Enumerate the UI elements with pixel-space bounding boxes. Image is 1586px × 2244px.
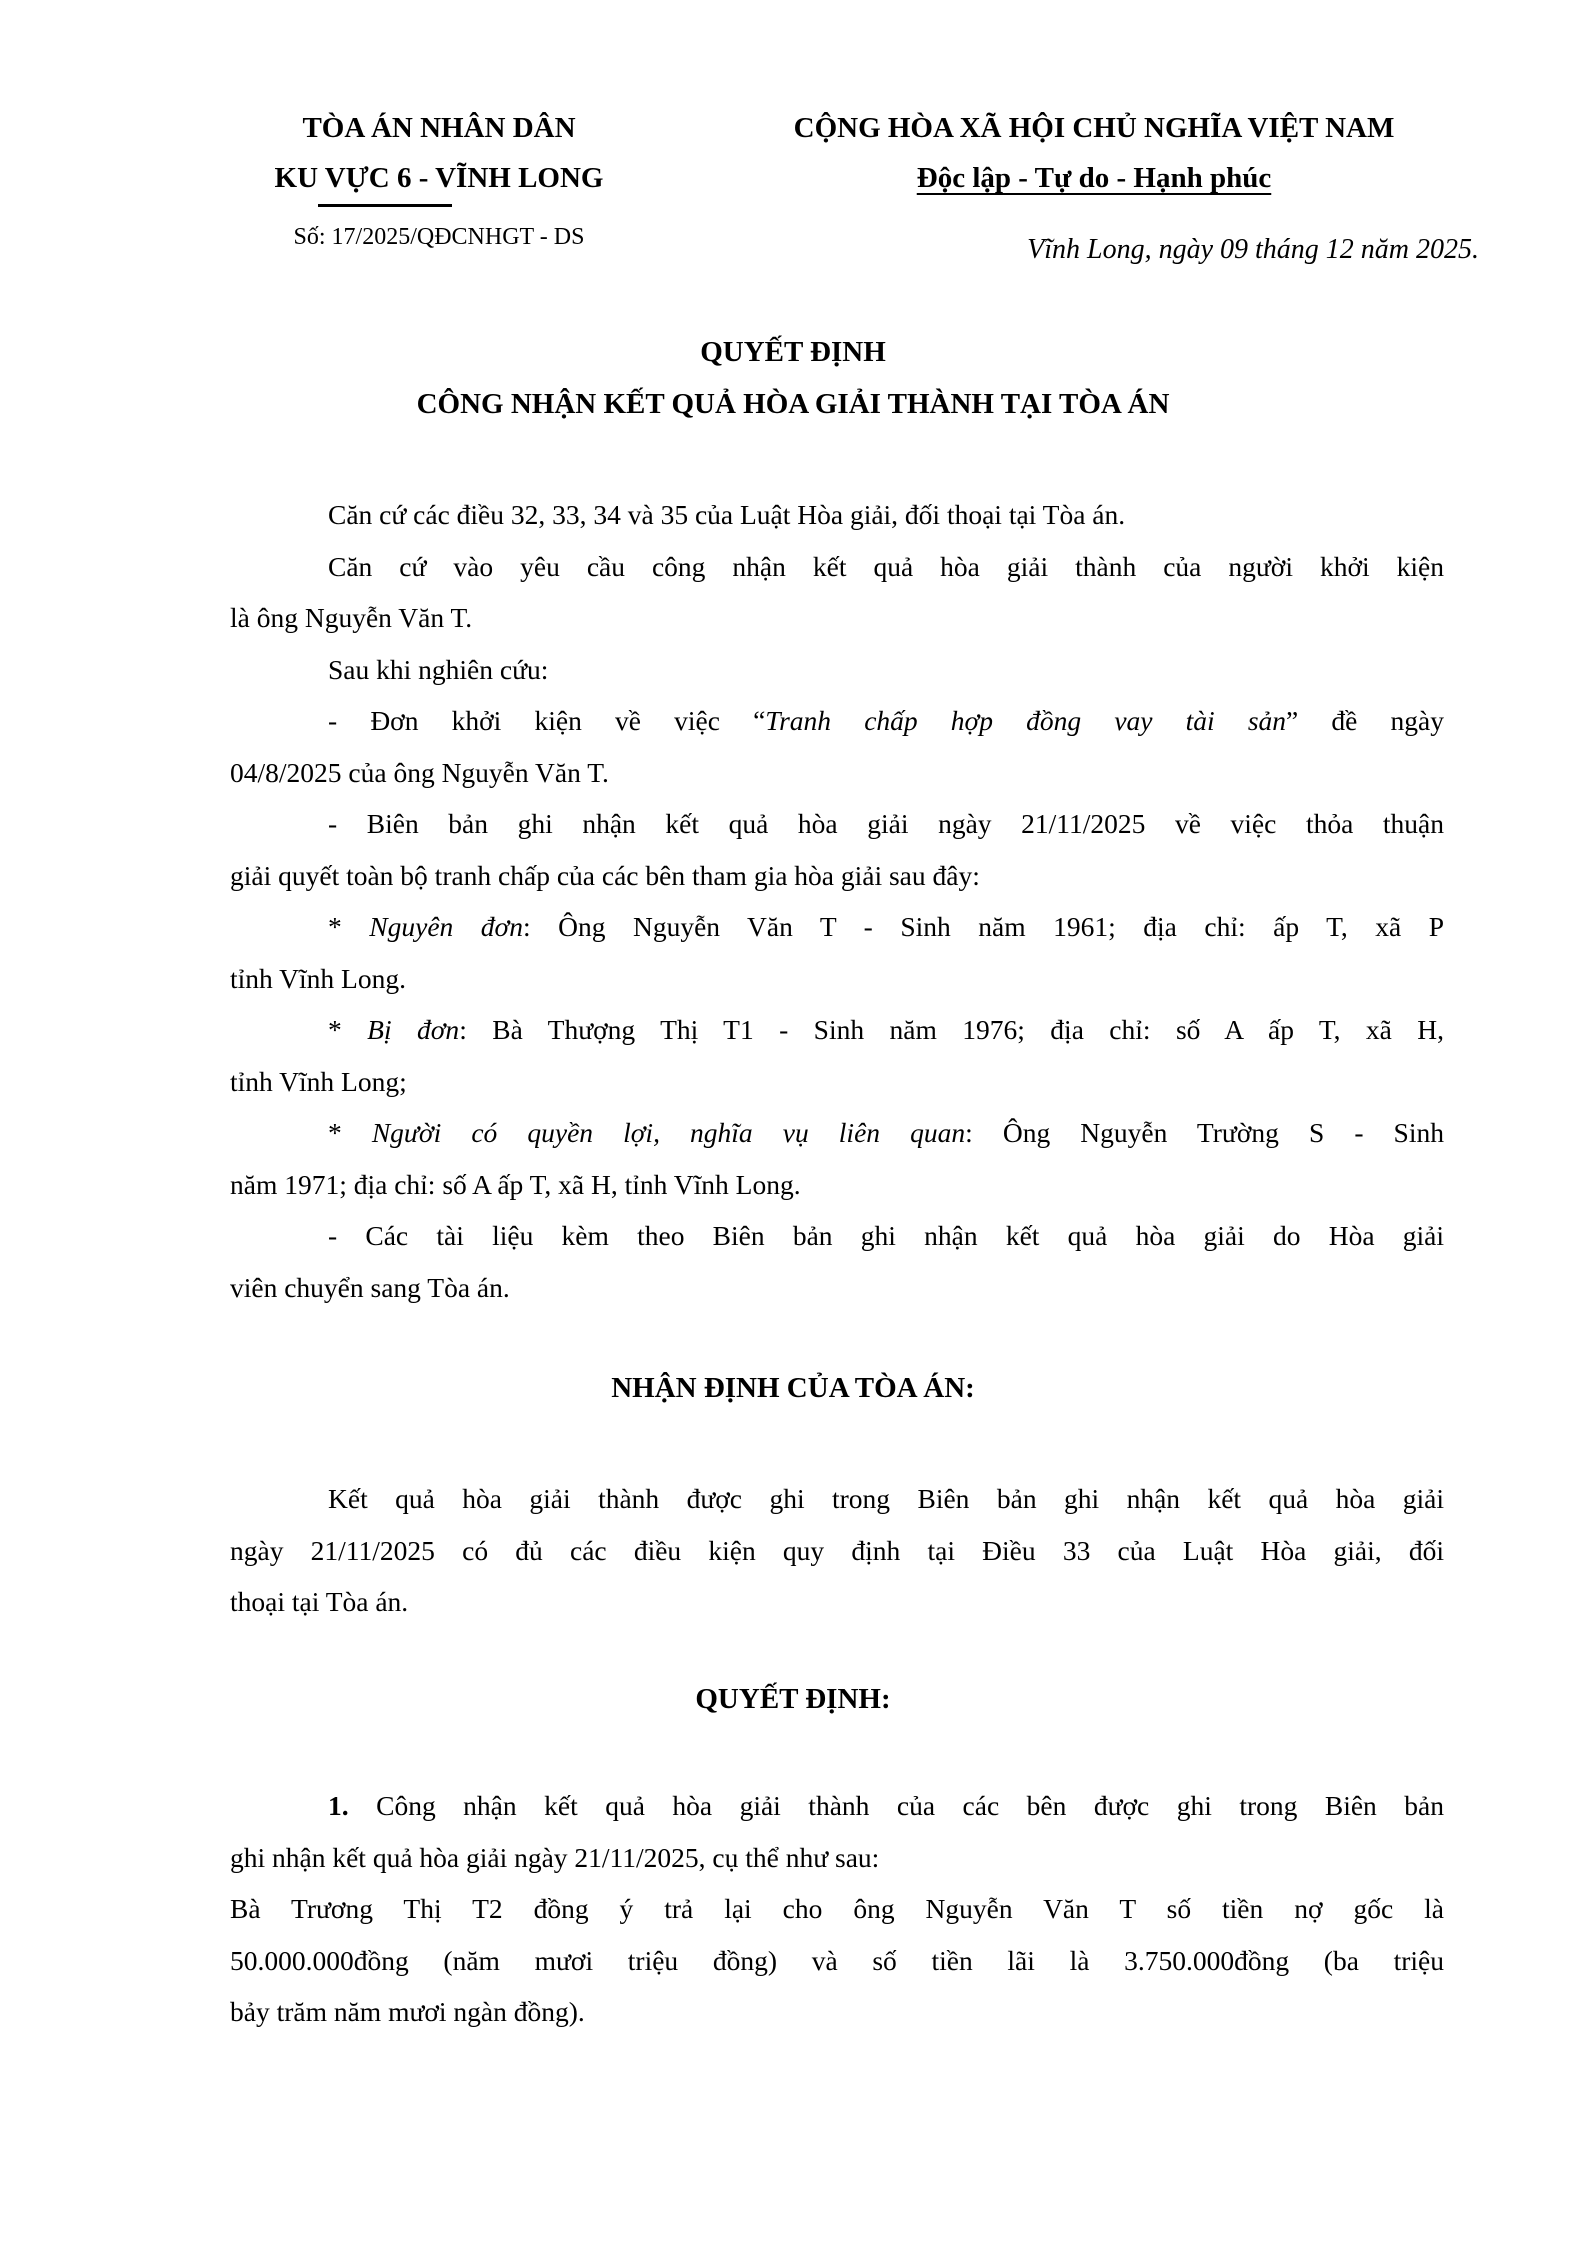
- text-segment: tỉnh Vĩnh Long.: [230, 962, 406, 994]
- court-assessment-heading: NHẬN ĐỊNH CỦA TÒA ÁN:: [611, 1372, 975, 1404]
- text-line: [230, 1004, 1444, 1056]
- text-line: [230, 1935, 1444, 1987]
- document-number: Số: 17/2025/QĐCNHGT - DS: [293, 224, 585, 250]
- text-segment: thoại tại Tòa án.: [230, 1586, 409, 1617]
- text-line: [230, 901, 1444, 953]
- document-subtitle: CÔNG NHẬN KẾT QUẢ HÒA GIẢI THÀNH TẠI TÒA ÁN: [416, 388, 1170, 420]
- date-place: Vĩnh Long, ngày 09 tháng 12 năm 2025.: [1027, 234, 1479, 265]
- text-line: [230, 1780, 1444, 1832]
- italic-text: Nguyên đơn: [369, 911, 523, 942]
- text-segment: là ông Nguyễn Văn T.: [230, 602, 473, 633]
- text-line: [230, 1107, 1444, 1159]
- court-region: KU VỰC 6 - VĨNH LONG: [274, 162, 604, 194]
- text-segment: : Bà Thượng Thị T1 - Sinh năm 1976; địa chỉ: số A ấp T, xã H,: [459, 1014, 1445, 1045]
- italic-text: Bị đơn: [367, 1014, 460, 1045]
- document-title: QUYẾT ĐỊNH: [700, 336, 886, 368]
- text-line: [230, 592, 1444, 644]
- italic-text: Người có quyền lợi, nghĩa vụ liên quan: [371, 1117, 966, 1148]
- national-motto-text: Độc lập - Tự do - Hạnh phúc: [916, 162, 1272, 194]
- bold-text: 1.: [328, 1790, 349, 1821]
- text-segment: *: [328, 1014, 368, 1045]
- text-segment: - Các tài liệu kèm theo Biên bản ghi nhận kết quả hòa giải do Hòa giải: [328, 1220, 1444, 1251]
- text-line: [230, 644, 1444, 696]
- text-segment: : Ông Nguyễn Văn T - Sinh năm 1961; địa chỉ: ấp T, xã P: [522, 911, 1444, 942]
- text-line: [230, 1986, 1444, 2038]
- text-segment: Bà Trương Thị T2 đồng ý trả lại cho ông Nguyễn Văn T số tiền nợ gốc là: [230, 1893, 1444, 1924]
- text-segment: ghi nhận kết quả hòa giải ngày 21/11/2025, cụ thể như sau:: [230, 1841, 880, 1873]
- text-segment: tỉnh Vĩnh Long;: [230, 1065, 407, 1097]
- text-segment: ” đề ngày: [1286, 705, 1444, 736]
- text-segment: Công nhận kết quả hòa giải thành của các bên được ghi trong Biên bản: [348, 1790, 1444, 1821]
- text-segment: - Biên bản ghi nhận kết quả hòa giải ngày 21/11/2025 về việc thỏa thuận: [328, 808, 1444, 839]
- text-line: [230, 850, 1444, 902]
- text-segment: Căn cứ các điều 32, 33, 34 và 35 của Luật Hòa giải, đối thoại tại Tòa án.: [328, 499, 1126, 530]
- decision-section: [230, 1780, 1444, 2038]
- text-segment: ngày 21/11/2025 có đủ các điều kiện quy định tại Điều 33 của Luật Hòa giải, đối: [230, 1534, 1444, 1566]
- text-line: [230, 1056, 1444, 1108]
- text-segment: *: [328, 1117, 372, 1148]
- text-line: [230, 695, 1444, 747]
- text-line: [230, 489, 1444, 541]
- text-segment: Sau khi nghiên cứu:: [328, 653, 549, 685]
- basis-section: [230, 489, 1444, 1313]
- text-segment: *: [328, 911, 370, 942]
- text-line: [230, 953, 1444, 1005]
- text-line: [230, 541, 1444, 593]
- text-segment: : Ông Nguyễn Trường S - Sinh: [965, 1117, 1444, 1148]
- decision-heading: QUYẾT ĐỊNH:: [695, 1683, 891, 1715]
- text-segment: Căn cứ vào yêu cầu công nhận kết quả hòa giải thành của người khởi kiện: [328, 550, 1444, 582]
- text-line: [230, 1473, 1444, 1525]
- court-underline: [318, 204, 452, 207]
- national-motto: [694, 162, 1494, 195]
- text-segment: năm 1971; địa chỉ: số A ấp T, xã H, tỉnh Vĩnh Long.: [230, 1168, 801, 1200]
- text-segment: bảy trăm năm mươi ngàn đồng).: [230, 1996, 585, 2027]
- text-line: [230, 1883, 1444, 1935]
- court-name: TÒA ÁN NHÂN DÂN: [302, 112, 576, 144]
- text-line: [230, 1159, 1444, 1211]
- text-line: [230, 1525, 1444, 1577]
- text-line: [230, 1262, 1444, 1314]
- text-segment: 04/8/2025 của ông Nguyễn Văn T.: [230, 756, 609, 788]
- text-segment: Kết quả hòa giải thành được ghi trong Biên bản ghi nhận kết quả hòa giải: [328, 1483, 1444, 1514]
- text-line: [230, 747, 1444, 799]
- italic-text: Tranh chấp hợp đồng vay tài sản: [765, 705, 1287, 736]
- text-line: [230, 1832, 1444, 1884]
- text-segment: viên chuyển sang Tòa án.: [230, 1271, 510, 1303]
- national-title: CỘNG HÒA XÃ HỘI CHỦ NGHĨA VIỆT NAM: [793, 112, 1395, 144]
- text-segment: giải quyết toàn bộ tranh chấp của các bên tham gia hòa giải sau đây:: [230, 859, 980, 891]
- text-segment: 50.000.000đồng (năm mươi triệu đồng) và số tiền lãi là 3.750.000đồng (ba triệu: [230, 1944, 1444, 1976]
- text-segment: - Đơn khởi kiện về việc “: [328, 705, 766, 736]
- text-line: [230, 1576, 1444, 1628]
- text-line: [230, 1210, 1444, 1262]
- court-assessment-section: [230, 1473, 1444, 1628]
- text-line: [230, 798, 1444, 850]
